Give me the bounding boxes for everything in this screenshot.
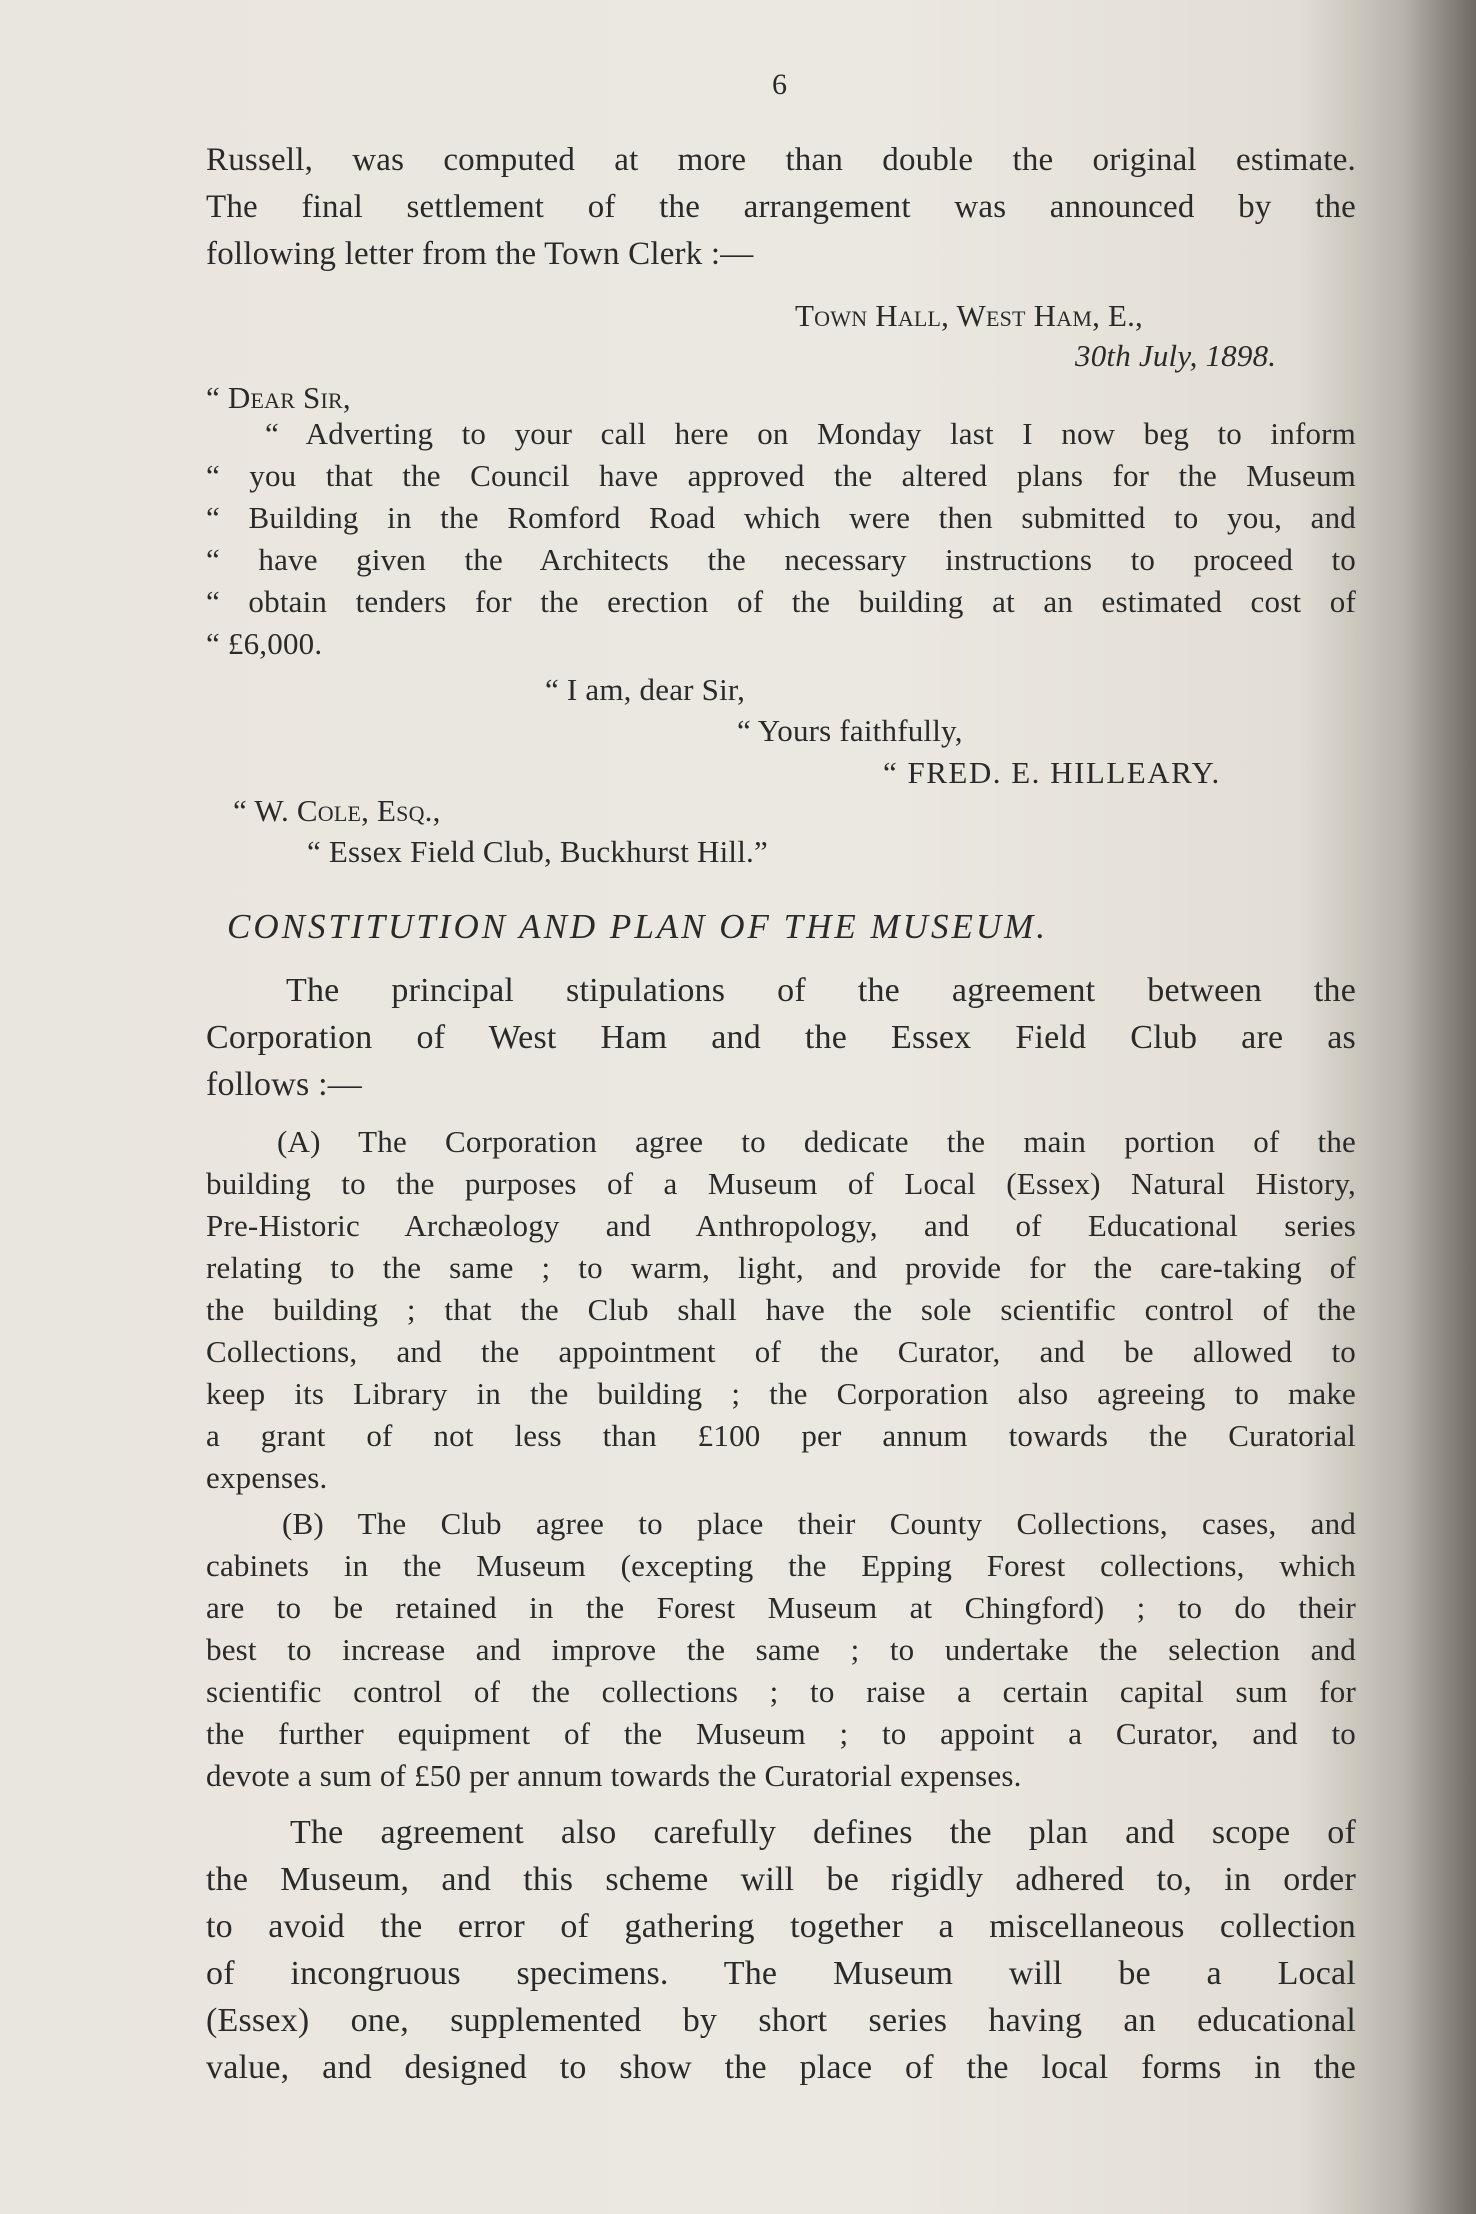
page-number: 6 (772, 68, 788, 101)
letter-body-line: “ Adverting to your call here on Monday last I now beg to inform (265, 416, 1356, 451)
letter-closing: “ I am, dear Sir, (545, 672, 746, 707)
paragraph-line: The principal stipulations of the agreement between the (286, 972, 1356, 1009)
section-heading: CONSTITUTION AND PLAN OF THE MUSEUM. (227, 907, 1049, 946)
letter-addressee: “ Essex Field Club, Buckhurst Hill.” (307, 834, 768, 869)
final-paragraph-line: (Essex) one, supplemented by short series having an educational (206, 2002, 1356, 2039)
clause-a-line: Pre-Historic Archæology and Anthropology, and of Educational series (206, 1208, 1356, 1243)
letter-date: 30th July, 1898. (1075, 338, 1277, 373)
final-paragraph-line: of incongruous specimens. The Museum will be a Local (206, 1955, 1356, 1992)
letter-salutation: “ Dear Sir, (206, 380, 351, 415)
clause-b-line: best to increase and improve the same ; to undertake the selection and (206, 1632, 1356, 1667)
clause-b-line: the further equipment of the Museum ; to appoint a Curator, and to (206, 1716, 1356, 1751)
letter-body-line: “ you that the Council have approved the altered plans for the Museum (206, 458, 1356, 493)
clause-b-line: (B) The Club agree to place their County Collections, cases, and (282, 1506, 1356, 1541)
clause-a-line: relating to the same ; to warm, light, and provide for the care-taking of (206, 1250, 1356, 1285)
final-paragraph-line: to avoid the error of gathering together a miscellaneous collection (206, 1908, 1356, 1945)
letter-body-line: “ Building in the Romford Road which were then submitted to you, and (206, 500, 1356, 535)
clause-a-line: the building ; that the Club shall have the sole scientific control of the (206, 1292, 1356, 1327)
intro-line: following letter from the Town Clerk :— (206, 236, 754, 272)
letter-body-line: “ have given the Architects the necessary instructions to proceed to (206, 542, 1356, 577)
clause-b-line: devote a sum of £50 per annum towards the Curatorial expenses. (206, 1758, 1022, 1793)
letter-addressee: “ W. Cole, Esq., (233, 793, 441, 828)
final-paragraph-line: the Museum, and this scheme will be rigidly adhered to, in order (206, 1861, 1356, 1898)
final-paragraph-line: value, and designed to show the place of the local forms in the (206, 2049, 1356, 2086)
clause-a-line: keep its Library in the building ; the Corporation also agreeing to make (206, 1376, 1356, 1411)
clause-a-line: (A) The Corporation agree to dedicate the main portion of the (277, 1124, 1356, 1159)
intro-line: The final settlement of the arrangement was announced by the (206, 189, 1356, 225)
intro-line: Russell, was computed at more than double the original estimate. (206, 142, 1356, 178)
paragraph-line: follows :— (206, 1066, 362, 1103)
letter-closing: “ Yours faithfully, (737, 713, 963, 748)
clause-b-line: are to be retained in the Forest Museum at Chingford) ; to do their (206, 1590, 1356, 1625)
clause-a-line: Collections, and the appointment of the Curator, and be allowed to (206, 1334, 1356, 1369)
letter-body-line: “ £6,000. (206, 626, 323, 661)
final-paragraph-line: The agreement also carefully defines the plan and scope of (290, 1814, 1356, 1851)
letter-body-line: “ obtain tenders for the erection of the building at an estimated cost of (206, 584, 1356, 619)
letter-address: Town Hall, West Ham, E., (795, 298, 1144, 333)
clause-a-line: expenses. (206, 1460, 328, 1495)
clause-b-line: scientific control of the collections ; to raise a certain capital sum for (206, 1674, 1356, 1709)
clause-b-line: cabinets in the Museum (excepting the Epping Forest collections, which (206, 1548, 1356, 1583)
paragraph-line: Corporation of West Ham and the Essex Field Club are as (206, 1019, 1356, 1056)
clause-a-line: a grant of not less than £100 per annum towards the Curatorial (206, 1418, 1356, 1453)
letter-signature: “ FRED. E. HILLEARY. (883, 755, 1221, 790)
clause-a-line: building to the purposes of a Museum of Local (Essex) Natural History, (206, 1166, 1356, 1201)
